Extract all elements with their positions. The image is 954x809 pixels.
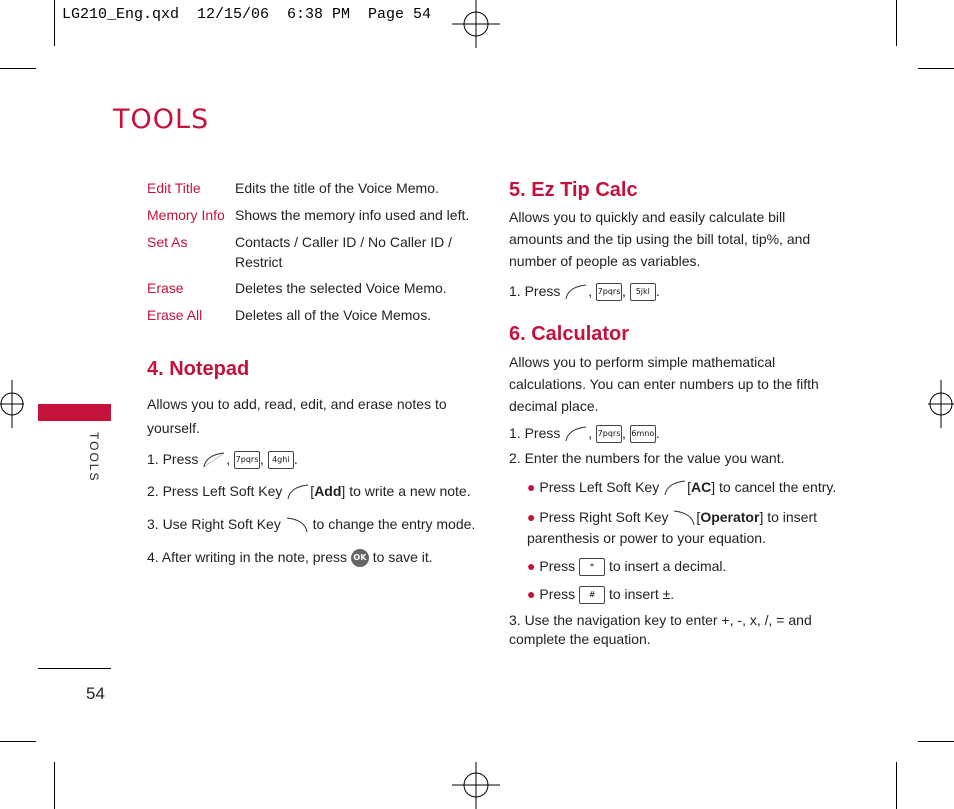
bullet-text: Press: [539, 558, 576, 574]
step-text: to change the entry mode.: [312, 516, 476, 532]
eztip-step-1: 1. Press , 7pqrs , 5jkl .: [509, 281, 660, 302]
step-text: to save it.: [372, 549, 433, 565]
option-desc: Edits the title of the Voice Memo.: [235, 180, 439, 196]
bullet-icon: ●: [527, 558, 536, 574]
crop-mark: [918, 741, 954, 742]
menu-key-icon: [564, 425, 588, 443]
notepad-step-1: 1. Press , 7pqrs , 4ghi .: [147, 449, 298, 470]
bullet-text: to insert a decimal.: [608, 558, 727, 574]
softkey-label: AC: [690, 479, 712, 495]
registration-mark-icon: [452, 0, 500, 48]
bullet-text: to insert ±.: [608, 586, 675, 602]
list-item: [147, 305, 477, 332]
list-item: [147, 205, 477, 232]
bullet-item: ● Press Right Soft Key [Operator] to insert parenthesis or power to your equation.: [527, 509, 818, 546]
pound-key-icon: #: [579, 586, 605, 604]
step-text: 1. Press: [509, 425, 561, 441]
list-item: [147, 178, 477, 205]
calculator-intro: Allows you to perform simple mathematical calculations. You can enter numbers up to the fifth decimal place.: [509, 354, 819, 414]
bullet-text: to insert parenthesis or power to your equation.: [527, 509, 818, 546]
bullet-item: [527, 556, 726, 577]
step-text: 1. Press: [509, 283, 561, 299]
notepad-step-2: 2. Press Left Soft Key [Add] to write a new note.: [147, 481, 471, 502]
print-slug: LG210_Eng.qxd 12/15/06 6:38 PM Page 54: [62, 6, 432, 23]
registration-mark-icon: [928, 380, 954, 428]
step-text: 3. Use Right Soft Key: [147, 516, 281, 532]
ok-key-icon: OK: [351, 549, 369, 567]
option-desc: Deletes all of the Voice Memos.: [235, 307, 432, 323]
bullet-item: [527, 584, 674, 605]
softkey-label: Operator: [700, 509, 760, 525]
notepad-step-3: [147, 514, 475, 535]
registration-mark-icon: [0, 380, 24, 428]
notepad-intro: Allows you to add, read, edit, and erase notes to yourself.: [147, 396, 447, 436]
option-term: Edit Title: [147, 180, 201, 196]
step-text: to write a new note.: [349, 483, 471, 499]
left-soft-key-icon: [286, 483, 310, 501]
key-6-icon: 6mno: [630, 425, 656, 443]
option-term: Erase All: [147, 307, 203, 323]
step-text: 2. Press Left Soft Key: [147, 483, 283, 499]
bullet-text: Press: [539, 586, 576, 602]
eztip-intro: Allows you to quickly and easily calculate bill amounts and the tip using the bill total, tip%, and number of people as variables.: [509, 209, 811, 269]
key-4-icon: 4ghi: [268, 451, 294, 469]
menu-key-icon: [202, 451, 226, 469]
crop-mark: [0, 68, 36, 69]
side-tab-label: TOOLS: [87, 432, 101, 483]
calculator-step-3: 3. Use the navigation key to enter +, -, x, /, = and complete the equation.: [509, 612, 812, 647]
step-text: 1. Press: [147, 451, 199, 467]
bullet-icon: ●: [527, 509, 536, 525]
calculator-step-1: 1. Press , 7pqrs , 6mno .: [509, 423, 660, 444]
calculator-step-2: 2. Enter the numbers for the value you want.: [509, 450, 785, 466]
right-soft-key-icon: [285, 516, 309, 534]
bullet-item: ● Press Left Soft Key [AC] to cancel the entry.: [527, 477, 836, 498]
footer-rule: [38, 668, 111, 669]
key-7-icon: 7pqrs: [596, 425, 622, 443]
softkey-label: Add: [314, 483, 342, 499]
bullet-icon: ●: [527, 586, 536, 602]
crop-mark: [0, 741, 36, 742]
section-heading: 5. Ez Tip Calc: [509, 179, 638, 201]
menu-key-icon: [564, 283, 588, 301]
key-5-icon: 5jkl: [630, 283, 656, 301]
crop-mark: [54, 0, 55, 46]
bullet-icon: ●: [527, 479, 536, 495]
section-heading: 6. Calculator: [509, 323, 630, 345]
section-heading: 4. Notepad: [147, 358, 250, 380]
option-desc: Deletes the selected Voice Memo.: [235, 280, 447, 296]
crop-mark: [918, 68, 954, 69]
option-term: Erase: [147, 280, 184, 296]
bullet-text: Press Right Soft Key: [539, 509, 669, 525]
option-desc: Shows the memory info used and left.: [235, 207, 470, 223]
crop-mark: [896, 762, 897, 809]
crop-mark: [896, 0, 897, 46]
key-7-icon: 7pqrs: [596, 283, 622, 301]
key-7-icon: 7pqrs: [234, 451, 260, 469]
memo-option-list: [147, 178, 477, 332]
bullet-text: to cancel the entry.: [719, 479, 837, 495]
left-soft-key-icon: [663, 479, 687, 497]
notepad-step-4: [147, 547, 433, 568]
option-desc: Contacts / Caller ID / No Caller ID / Restrict: [235, 234, 453, 270]
page-number: 54: [86, 684, 105, 703]
crop-mark: [54, 762, 55, 809]
registration-mark-icon: [452, 762, 500, 809]
option-term: Set As: [147, 234, 188, 250]
step-text: 4. After writing in the note, press: [147, 549, 347, 565]
list-item: [147, 232, 477, 278]
right-soft-key-icon: [672, 509, 696, 527]
star-key-icon: *: [579, 558, 605, 576]
section-tab: [38, 404, 111, 421]
option-term: Memory Info: [147, 207, 225, 223]
page-title: TOOLS: [113, 104, 210, 135]
bullet-text: Press Left Soft Key: [539, 479, 660, 495]
list-item: [147, 278, 477, 305]
